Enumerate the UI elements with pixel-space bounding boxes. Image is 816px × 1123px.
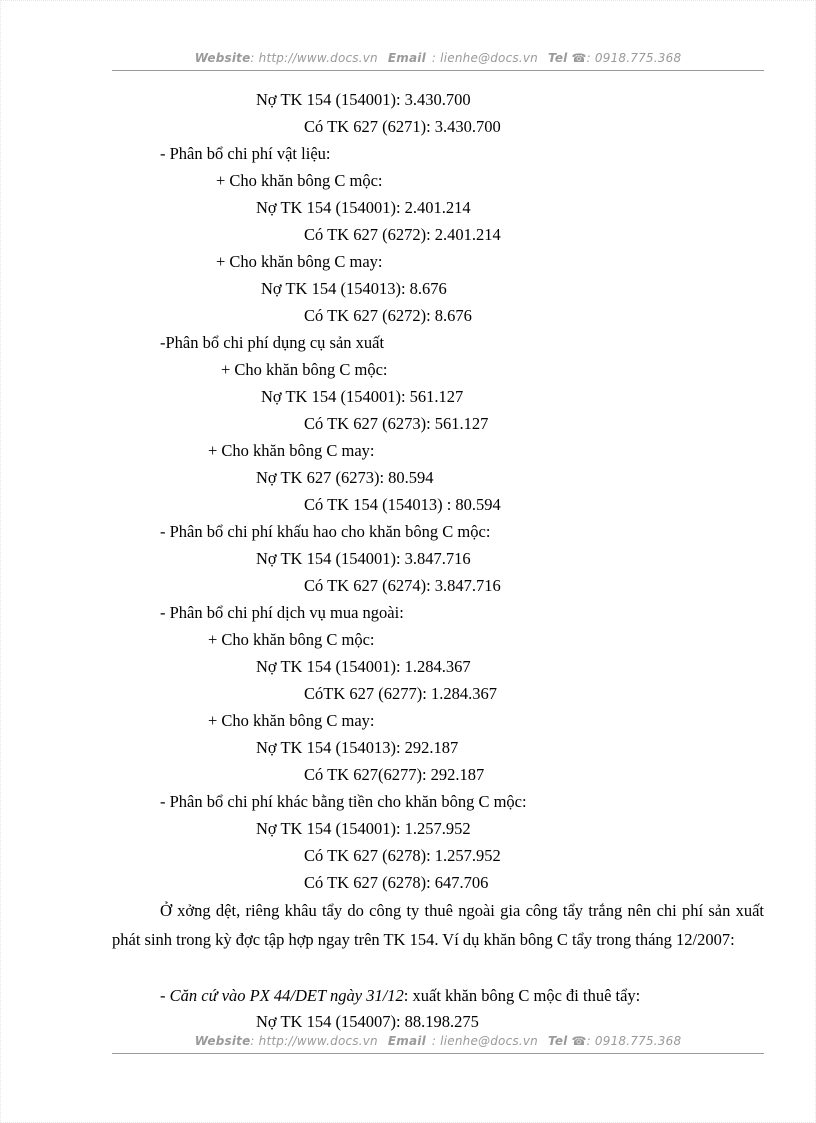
body-line: - Phân bổ chi phí khác bằng tiền cho khăn bông C mộc: (160, 792, 527, 811)
body-line: Nợ TK 627 (6273): 80.594 (256, 468, 434, 487)
body-line: Nợ TK 154 (154001): 3.847.716 (256, 549, 471, 568)
footer-website-value: : http://www.docs.vn (250, 1034, 378, 1048)
body-line: CóTK 627 (6277): 1.284.367 (304, 684, 497, 703)
body-line: Có TK 627 (6272): 2.401.214 (304, 225, 501, 244)
body-line: + Cho khăn bông C mộc: (221, 360, 388, 379)
body-line: Nợ TK 154 (154013): 292.187 (256, 738, 459, 757)
body-line: + Cho khăn bông C may: (208, 711, 375, 730)
body-line: Nợ TK 154 (154001): 3.430.700 (256, 90, 471, 109)
footer-tel-value: : 0918.775.368 (586, 1034, 682, 1048)
body-line: Nợ TK 154 (154001): 2.401.214 (256, 198, 471, 217)
body-line: + Cho khăn bông C mộc: (208, 630, 375, 649)
body-line: Có TK 154 (154013) : 80.594 (304, 495, 501, 514)
footer-rule (112, 1053, 764, 1054)
body-line: + Cho khăn bông C mộc: (216, 171, 383, 190)
header-email-value: : lienhe@docs.vn (431, 51, 538, 65)
header-website-value: : http://www.docs.vn (250, 51, 378, 65)
source-reference: - Căn cứ vào PX 44/DET ngày 31/12 (160, 986, 404, 1005)
source-reference-rest: : xuất khăn bông C mộc đi thuê tẩy: (403, 986, 641, 1005)
body-line: Có TK 627 (6272): 8.676 (304, 306, 472, 325)
footer-website-label: Website (194, 1034, 251, 1048)
footer-tel-label: Tel (547, 1034, 568, 1048)
body-line: Có TK 627 (6273): 561.127 (304, 414, 489, 433)
page-header (112, 51, 764, 65)
body-line: Nợ TK 154 (154013): 8.676 (261, 279, 447, 298)
body-line: + Cho khăn bông C may: (208, 441, 375, 460)
body-line: + Cho khăn bông C may: (216, 252, 383, 271)
header-email-label: Email (387, 51, 426, 65)
body-line: Có TK 627 (6278): 1.257.952 (304, 846, 501, 865)
header-rule (112, 70, 764, 71)
body-line: - Phân bổ chi phí vật liệu: (160, 144, 331, 163)
header-website-label: Website (194, 51, 251, 65)
body-line: Nợ TK 154 (154001): 1.284.367 (256, 657, 471, 676)
phone-icon: ☎ (571, 51, 587, 65)
header-tel-label: Tel (547, 51, 568, 65)
header-tel-value: : 0918.775.368 (586, 51, 682, 65)
page-footer (112, 1034, 764, 1048)
body-line: Có TK 627(6277): 292.187 (304, 765, 485, 784)
body-line: Có TK 627 (6278): 647.706 (304, 873, 489, 892)
footer-email-label: Email (387, 1034, 426, 1048)
body-line: -Phân bổ chi phí dụng cụ sản xuất (160, 333, 385, 352)
footer-email-value: : lienhe@docs.vn (431, 1034, 538, 1048)
body-line: Nợ TK 154 (154001): 1.257.952 (256, 819, 471, 838)
body-line: Có TK 627 (6271): 3.430.700 (304, 117, 501, 136)
body-line-italic (160, 986, 640, 1006)
body-line: Nợ TK 154 (154007): 88.198.275 (256, 1012, 479, 1031)
body-line: - Phân bổ chi phí khấu hao cho khăn bông C mộc: (160, 522, 491, 541)
body-paragraph: Ở xởng dệt, riêng khâu tẩy do công ty thuê ngoài gia công tẩy trắng nên chi phí sản xuất phát sinh trong kỳ đợc tập hợp ngay trên TK 154. Ví dụ khăn bông C tẩy trong tháng 12/2007: (112, 901, 764, 949)
body-line: - Phân bổ chi phí dịch vụ mua ngoài: (160, 603, 404, 622)
body-line: Có TK 627 (6274): 3.847.716 (304, 576, 501, 595)
body-line: Nợ TK 154 (154001): 561.127 (261, 387, 464, 406)
phone-icon: ☎ (571, 1034, 587, 1048)
